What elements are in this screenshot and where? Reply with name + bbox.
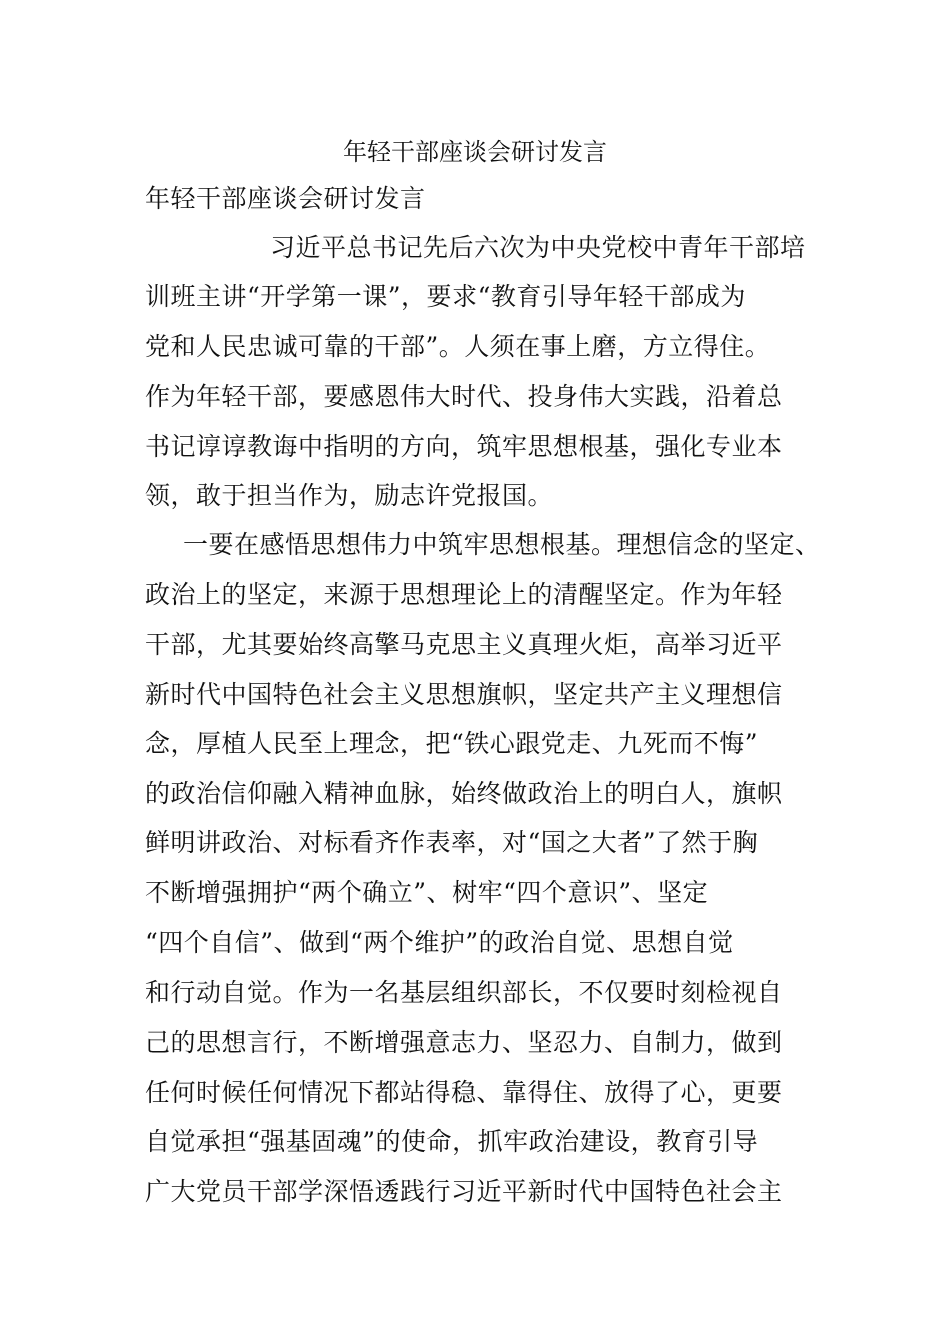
paragraph-line: 书记谆谆教诲中指明的方向，筑牢思想根基，强化专业本 (145, 432, 783, 461)
paragraph-line: 自觉承担“强基固魂”的使命，抓牢政治建设，教育引导 (145, 1127, 759, 1156)
paragraph-line: 不断增强拥护“两个确立”、树牢“四个意识”、坚定 (145, 878, 709, 907)
paragraph-line: 领，敢于担当作为，励志许党报国。 (145, 481, 554, 510)
paragraph-line: 和行动自觉。作为一名基层组织部长，不仅要时刻检视自 (145, 978, 783, 1007)
paragraph-line: 念，厚植人民至上理念，把“铁心跟党走、九死而不悔” (145, 729, 759, 758)
paragraph-line: “四个自信”、做到“两个维护”的政治自觉、思想自觉 (145, 928, 734, 957)
paragraph-line: 党和人民忠诚可靠的干部”。人须在事上磨，方立得住。 (145, 332, 771, 361)
document-title: 年轻干部座谈会研讨发言 (343, 138, 607, 166)
paragraph-line: 政治上的坚定，来源于思想理论上的清醒坚定。作为年轻 (145, 580, 783, 609)
paragraph-line: 干部，尤其要始终高擎马克思主义真理火炬，高举习近平 (145, 630, 783, 659)
paragraph-line: 作为年轻干部，要感恩伟大时代、投身伟大实践，沿着总 (145, 382, 783, 411)
paragraph-line: 任何时候任何情况下都站得稳、靠得住、放得了心，更要 (145, 1078, 783, 1107)
document-subtitle: 年轻干部座谈会研讨发言 (145, 184, 426, 213)
paragraph-line: 的政治信仰融入精神血脉，始终做政治上的明白人，旗帜 (145, 779, 783, 808)
paragraph-line: 广大党员干部学深悟透践行习近平新时代中国特色社会主 (145, 1177, 783, 1206)
paragraph-line: 训班主讲“开学第一课”，要求“教育引导年轻干部成为 (145, 282, 746, 311)
paragraph-line: 鲜明讲政治、对标看齐作表率，对“国之大者”了然于胸 (145, 828, 759, 857)
paragraph-line: 一要在感悟思想伟力中筑牢思想根基。理想信念的坚定、 (183, 530, 821, 559)
paragraph-line: 己的思想言行，不断增强意志力、坚忍力、自制力，做到 (145, 1028, 783, 1057)
paragraph-line: 习近平总书记先后六次为中央党校中青年干部培 (270, 233, 806, 262)
paragraph-line: 新时代中国特色社会主义思想旗帜，坚定共产主义理想信 (145, 680, 783, 709)
